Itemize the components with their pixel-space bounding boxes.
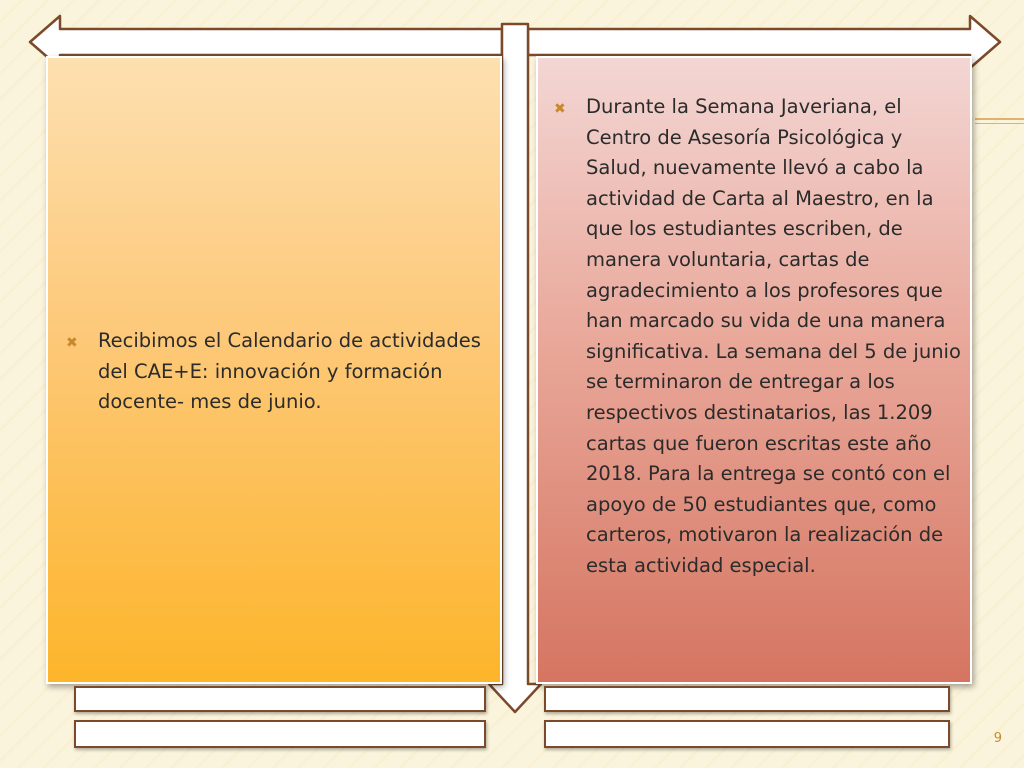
bottom-box-right-1 [544,686,950,712]
left-content-panel [46,56,502,684]
left-bullet-item [60,326,492,418]
left-panel-text: Recibimos el Calendario de actividades del CAE+E: innovación y formación docente- mes de junio. [98,329,481,414]
bottom-box-left-2 [74,720,486,748]
x-bullet-icon: ✖ [554,101,566,117]
right-content-panel [536,56,972,684]
slide-number: 9 [993,731,1002,746]
right-panel-text: Durante la Semana Javeriana, el Centro de Asesoría Psicológica y Salud, nuevamente llevó a cabo la actividad de Carta al Maestro, en la que los estudiantes escriben, de manera voluntaria, cartas de agradecimiento a los profesores que han marcado su vida de una manera significativa. La semana del 5 de junio se terminaron de entregar a los respectivos destinatarios, las 1.209 cartas que fueron escritas este año 2018. Para la entrega se contó con el apoyo de 50 estudiantes que, como carteros, motivaron la realización de esta actividad especial. [586,95,961,577]
bottom-box-left-1 [74,686,486,712]
right-bullet-item [548,92,964,582]
x-bullet-icon: ✖ [66,335,78,351]
bottom-box-right-2 [544,720,950,748]
